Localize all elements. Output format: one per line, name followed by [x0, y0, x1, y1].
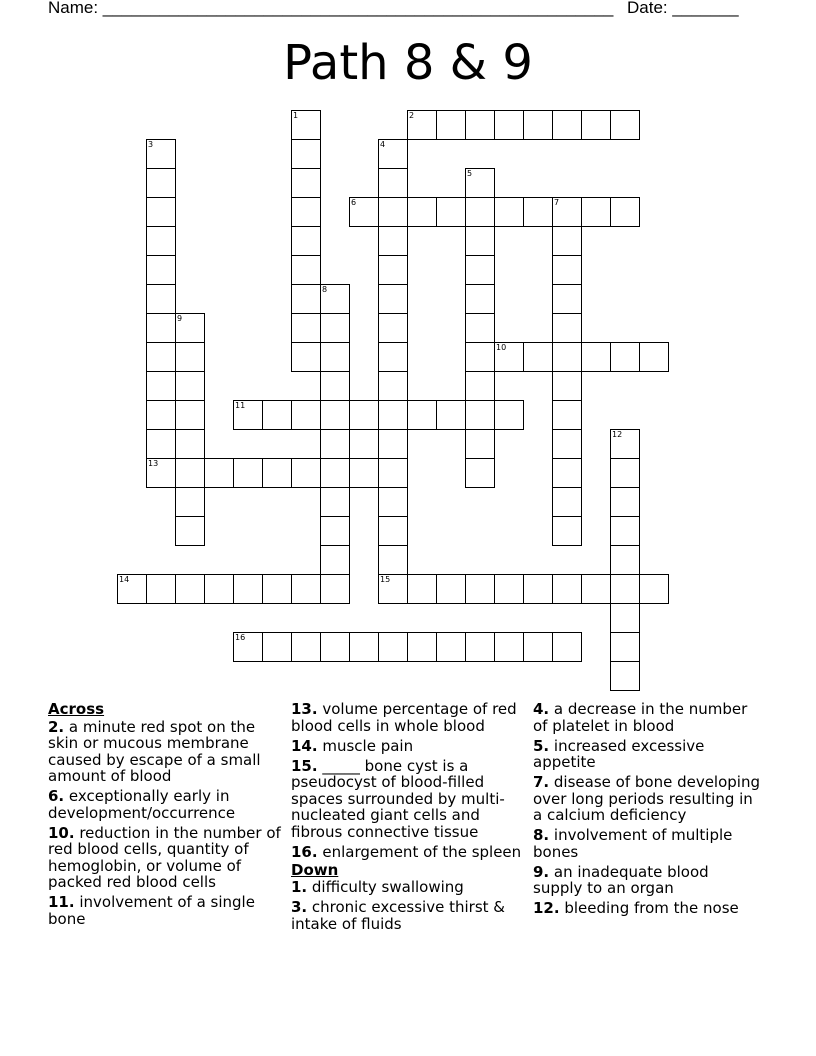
clue-number: 10 — [496, 343, 507, 352]
clue-text: reduction in the number of red blood cells, quantity of hemoglobin, or volume of packed red blood cells — [48, 823, 281, 891]
grid-cell[interactable] — [378, 487, 408, 517]
grid-cell[interactable] — [233, 458, 263, 488]
clue-text: chronic excessive thirst & intake of fluids — [291, 898, 505, 933]
grid-cell[interactable] — [436, 110, 466, 140]
clue-item — [291, 844, 527, 861]
clue-number: 9 — [177, 314, 183, 323]
grid-cell[interactable] — [581, 342, 611, 372]
clues-column-1 — [48, 701, 288, 931]
grid-cell[interactable] — [610, 516, 640, 546]
grid-cell[interactable] — [320, 284, 350, 314]
grid-cell[interactable] — [175, 429, 205, 459]
grid-cell[interactable] — [552, 429, 582, 459]
grid-cell[interactable] — [552, 255, 582, 285]
grid-cell[interactable] — [465, 342, 495, 372]
grid-cell[interactable] — [349, 632, 379, 662]
grid-cell[interactable] — [146, 284, 176, 314]
grid-cell[interactable] — [262, 400, 292, 430]
grid-cell[interactable] — [262, 632, 292, 662]
grid-cell[interactable] — [204, 574, 234, 604]
clue-item — [48, 719, 288, 785]
clue-number: 14 — [119, 575, 130, 584]
clue-item — [291, 879, 527, 896]
grid-cell[interactable] — [639, 574, 669, 604]
clue-text: _____ bone cyst is a pseudocyst of blood-filled spaces surrounded by multi-nucleated giant cells and fibrous connective tissue — [291, 756, 505, 841]
clue-number: 4 — [380, 140, 386, 149]
grid-cell[interactable] — [523, 197, 553, 227]
grid-cell[interactable] — [291, 313, 321, 343]
grid-cell[interactable] — [378, 429, 408, 459]
grid-cell[interactable] — [146, 313, 176, 343]
grid-cell[interactable] — [175, 342, 205, 372]
grid-cell[interactable] — [378, 255, 408, 285]
across-clue-list-continued — [291, 701, 527, 860]
clue-item — [533, 774, 761, 824]
grid-cell[interactable] — [378, 632, 408, 662]
grid-cell[interactable] — [146, 371, 176, 401]
grid-cell[interactable] — [407, 400, 437, 430]
down-clue-list — [291, 879, 527, 932]
grid-cell[interactable] — [552, 487, 582, 517]
grid-cell[interactable] — [378, 197, 408, 227]
grid-cell[interactable] — [175, 371, 205, 401]
grid-cell[interactable] — [465, 632, 495, 662]
grid-cell[interactable] — [378, 371, 408, 401]
grid-cell[interactable] — [581, 574, 611, 604]
grid-cell[interactable] — [262, 458, 292, 488]
clue-item — [533, 900, 761, 917]
grid-cell[interactable] — [175, 313, 205, 343]
grid-cell[interactable] — [610, 603, 640, 633]
grid-cell[interactable] — [436, 632, 466, 662]
grid-cell[interactable] — [610, 429, 640, 459]
down-heading: Down — [291, 860, 339, 879]
clue-item — [291, 738, 527, 755]
clue-item — [291, 758, 527, 841]
grid-cell[interactable] — [320, 371, 350, 401]
grid-cell[interactable] — [552, 197, 582, 227]
grid-cell[interactable] — [610, 487, 640, 517]
grid-cell[interactable] — [552, 400, 582, 430]
grid-cell[interactable] — [552, 313, 582, 343]
grid-cell[interactable] — [262, 574, 292, 604]
grid-cell[interactable] — [175, 458, 205, 488]
grid-cell[interactable] — [407, 197, 437, 227]
clues-column-2 — [291, 701, 527, 936]
grid-cell[interactable] — [610, 632, 640, 662]
grid-cell[interactable] — [552, 226, 582, 256]
grid-cell[interactable] — [320, 545, 350, 575]
clue-number-label: 16. — [291, 842, 318, 861]
clues-column-3 — [533, 701, 761, 920]
grid-cell[interactable] — [610, 545, 640, 575]
grid-cell[interactable] — [291, 110, 321, 140]
grid-cell[interactable] — [320, 632, 350, 662]
grid-cell[interactable] — [146, 458, 176, 488]
grid-cell[interactable] — [378, 516, 408, 546]
grid-cell[interactable] — [494, 110, 524, 140]
grid-cell[interactable] — [610, 661, 640, 691]
grid-cell[interactable] — [552, 371, 582, 401]
grid-cell[interactable] — [552, 284, 582, 314]
date-field[interactable]: Date: _______ — [627, 0, 739, 17]
grid-cell[interactable] — [291, 342, 321, 372]
grid-cell[interactable] — [552, 574, 582, 604]
clue-number: 7 — [554, 198, 560, 207]
clue-number: 8 — [322, 285, 328, 294]
clue-text: bleeding from the nose — [559, 899, 739, 917]
grid-cell[interactable] — [204, 458, 234, 488]
grid-cell[interactable] — [291, 400, 321, 430]
grid-cell[interactable] — [175, 574, 205, 604]
grid-cell[interactable] — [146, 197, 176, 227]
grid-cell[interactable] — [581, 197, 611, 227]
clue-number: 13 — [148, 459, 159, 468]
clue-number-label: 15. — [291, 756, 318, 775]
clue-number-label: 3. — [291, 898, 308, 916]
grid-cell[interactable] — [291, 139, 321, 169]
grid-cell[interactable] — [349, 197, 379, 227]
grid-cell[interactable] — [233, 574, 263, 604]
grid-cell[interactable] — [146, 574, 176, 604]
across-heading: Across — [48, 700, 105, 718]
grid-cell[interactable] — [407, 574, 437, 604]
grid-cell[interactable] — [610, 197, 640, 227]
grid-cell[interactable] — [465, 255, 495, 285]
grid-cell[interactable] — [175, 516, 205, 546]
grid-cell[interactable] — [233, 400, 263, 430]
grid-cell[interactable] — [465, 313, 495, 343]
grid-cell[interactable] — [117, 574, 147, 604]
grid-cell[interactable] — [320, 400, 350, 430]
clue-text: difficulty swallowing — [307, 878, 464, 896]
clue-number-label: 10. — [48, 823, 75, 842]
grid-cell[interactable] — [523, 110, 553, 140]
grid-cell[interactable] — [610, 342, 640, 372]
grid-cell[interactable] — [175, 400, 205, 430]
grid-cell[interactable] — [146, 429, 176, 459]
clue-number: 12 — [612, 430, 623, 439]
grid-cell[interactable] — [552, 458, 582, 488]
across-clue-list — [48, 719, 288, 928]
clue-text: increased excessive appetite — [533, 736, 705, 771]
grid-cell[interactable] — [291, 168, 321, 198]
grid-cell[interactable] — [639, 342, 669, 372]
grid-cell[interactable] — [320, 516, 350, 546]
grid-cell[interactable] — [552, 110, 582, 140]
grid-cell[interactable] — [436, 197, 466, 227]
clue-number-label: 5. — [533, 736, 550, 755]
grid-cell[interactable] — [378, 545, 408, 575]
clue-number-label: 6. — [48, 787, 65, 805]
clue-number: 15 — [380, 575, 391, 584]
grid-cell[interactable] — [320, 313, 350, 343]
grid-cell[interactable] — [291, 226, 321, 256]
clue-item — [533, 701, 761, 734]
grid-cell[interactable] — [378, 168, 408, 198]
grid-cell[interactable] — [320, 429, 350, 459]
clue-text: a minute red spot on the skin or mucous membrane caused by escape of a small amount of blood — [48, 717, 261, 785]
grid-cell[interactable] — [465, 110, 495, 140]
clue-number-label: 9. — [533, 862, 550, 881]
clue-number: 2 — [409, 111, 415, 120]
grid-cell[interactable] — [436, 400, 466, 430]
grid-cell[interactable] — [291, 574, 321, 604]
clue-item — [48, 894, 288, 927]
grid-cell[interactable] — [465, 458, 495, 488]
clue-number-label: 4. — [533, 700, 550, 718]
grid-cell[interactable] — [552, 342, 582, 372]
grid-cell[interactable] — [581, 110, 611, 140]
clue-number: 1 — [293, 111, 299, 120]
grid-cell[interactable] — [610, 458, 640, 488]
clue-text: exceptionally early in development/occurrence — [48, 787, 236, 822]
clue-text: an inadequate blood supply to an organ — [533, 862, 709, 897]
grid-cell[interactable] — [465, 400, 495, 430]
grid-cell[interactable] — [465, 429, 495, 459]
puzzle-title: Path 8 & 9 — [283, 35, 533, 91]
clue-number-label: 8. — [533, 826, 550, 844]
grid-cell[interactable] — [291, 284, 321, 314]
grid-cell[interactable] — [291, 632, 321, 662]
clue-number: 11 — [235, 401, 246, 410]
grid-cell[interactable] — [465, 371, 495, 401]
grid-cell[interactable] — [291, 255, 321, 285]
grid-cell[interactable] — [494, 400, 524, 430]
grid-cell[interactable] — [320, 487, 350, 517]
grid-cell[interactable] — [291, 197, 321, 227]
grid-cell[interactable] — [407, 632, 437, 662]
clue-text: muscle pain — [317, 736, 414, 755]
clue-item — [533, 827, 761, 860]
grid-cell[interactable] — [494, 197, 524, 227]
clue-number-label: 13. — [291, 700, 318, 718]
clue-number: 5 — [467, 169, 473, 178]
clue-text: disease of bone developing over long periods resulting in a calcium deficiency — [533, 773, 760, 824]
name-field[interactable]: Name: ______________________________________________________ — [48, 0, 614, 17]
grid-cell[interactable] — [552, 632, 582, 662]
clue-text: involvement of multiple bones — [533, 826, 733, 861]
grid-cell[interactable] — [523, 632, 553, 662]
clue-item — [48, 788, 288, 821]
grid-cell[interactable] — [349, 458, 379, 488]
clue-text: enlargement of the spleen — [317, 842, 522, 861]
grid-cell[interactable] — [378, 313, 408, 343]
grid-cell[interactable] — [494, 632, 524, 662]
grid-cell[interactable] — [146, 226, 176, 256]
grid-cell[interactable] — [552, 516, 582, 546]
grid-cell[interactable] — [465, 197, 495, 227]
grid-cell[interactable] — [465, 226, 495, 256]
grid-cell[interactable] — [407, 110, 437, 140]
grid-cell[interactable] — [378, 400, 408, 430]
clue-number-label: 7. — [533, 773, 550, 791]
clue-number-label: 12. — [533, 899, 560, 917]
grid-cell[interactable] — [146, 168, 176, 198]
clue-item — [533, 864, 761, 897]
grid-cell[interactable] — [349, 400, 379, 430]
clue-number-label: 11. — [48, 893, 75, 911]
clue-number-label: 14. — [291, 736, 318, 755]
clue-number-label: 2. — [48, 717, 65, 736]
clue-item — [48, 825, 288, 891]
grid-cell[interactable] — [523, 574, 553, 604]
grid-cell[interactable] — [378, 342, 408, 372]
grid-cell[interactable] — [523, 342, 553, 372]
grid-cell[interactable] — [320, 574, 350, 604]
grid-cell[interactable] — [465, 168, 495, 198]
grid-cell[interactable] — [146, 342, 176, 372]
clue-text: volume percentage of red blood cells in whole blood — [291, 700, 517, 735]
grid-cell[interactable] — [233, 632, 263, 662]
grid-cell[interactable] — [494, 574, 524, 604]
grid-cell[interactable] — [378, 139, 408, 169]
grid-cell[interactable] — [291, 458, 321, 488]
grid-cell[interactable] — [378, 458, 408, 488]
grid-cell[interactable] — [320, 458, 350, 488]
grid-cell[interactable] — [146, 255, 176, 285]
clue-item — [533, 738, 761, 771]
grid-cell[interactable] — [610, 110, 640, 140]
clue-number: 6 — [351, 198, 357, 207]
grid-cell[interactable] — [378, 284, 408, 314]
grid-cell[interactable] — [610, 574, 640, 604]
down-clue-list-continued — [533, 701, 761, 917]
grid-cell[interactable] — [465, 574, 495, 604]
grid-cell[interactable] — [146, 400, 176, 430]
grid-cell[interactable] — [494, 342, 524, 372]
grid-cell[interactable] — [175, 487, 205, 517]
clue-item — [291, 899, 527, 932]
clue-number: 3 — [148, 140, 154, 149]
grid-cell[interactable] — [378, 574, 408, 604]
clue-number: 16 — [235, 633, 246, 642]
grid-cell[interactable] — [465, 284, 495, 314]
clue-text: a decrease in the number of platelet in blood — [533, 700, 748, 735]
clue-text: involvement of a single bone — [48, 893, 255, 928]
clue-item — [291, 701, 527, 734]
grid-cell[interactable] — [320, 342, 350, 372]
clue-number-label: 1. — [291, 878, 308, 896]
grid-cell[interactable] — [378, 226, 408, 256]
grid-cell[interactable] — [436, 574, 466, 604]
grid-cell[interactable] — [146, 139, 176, 169]
